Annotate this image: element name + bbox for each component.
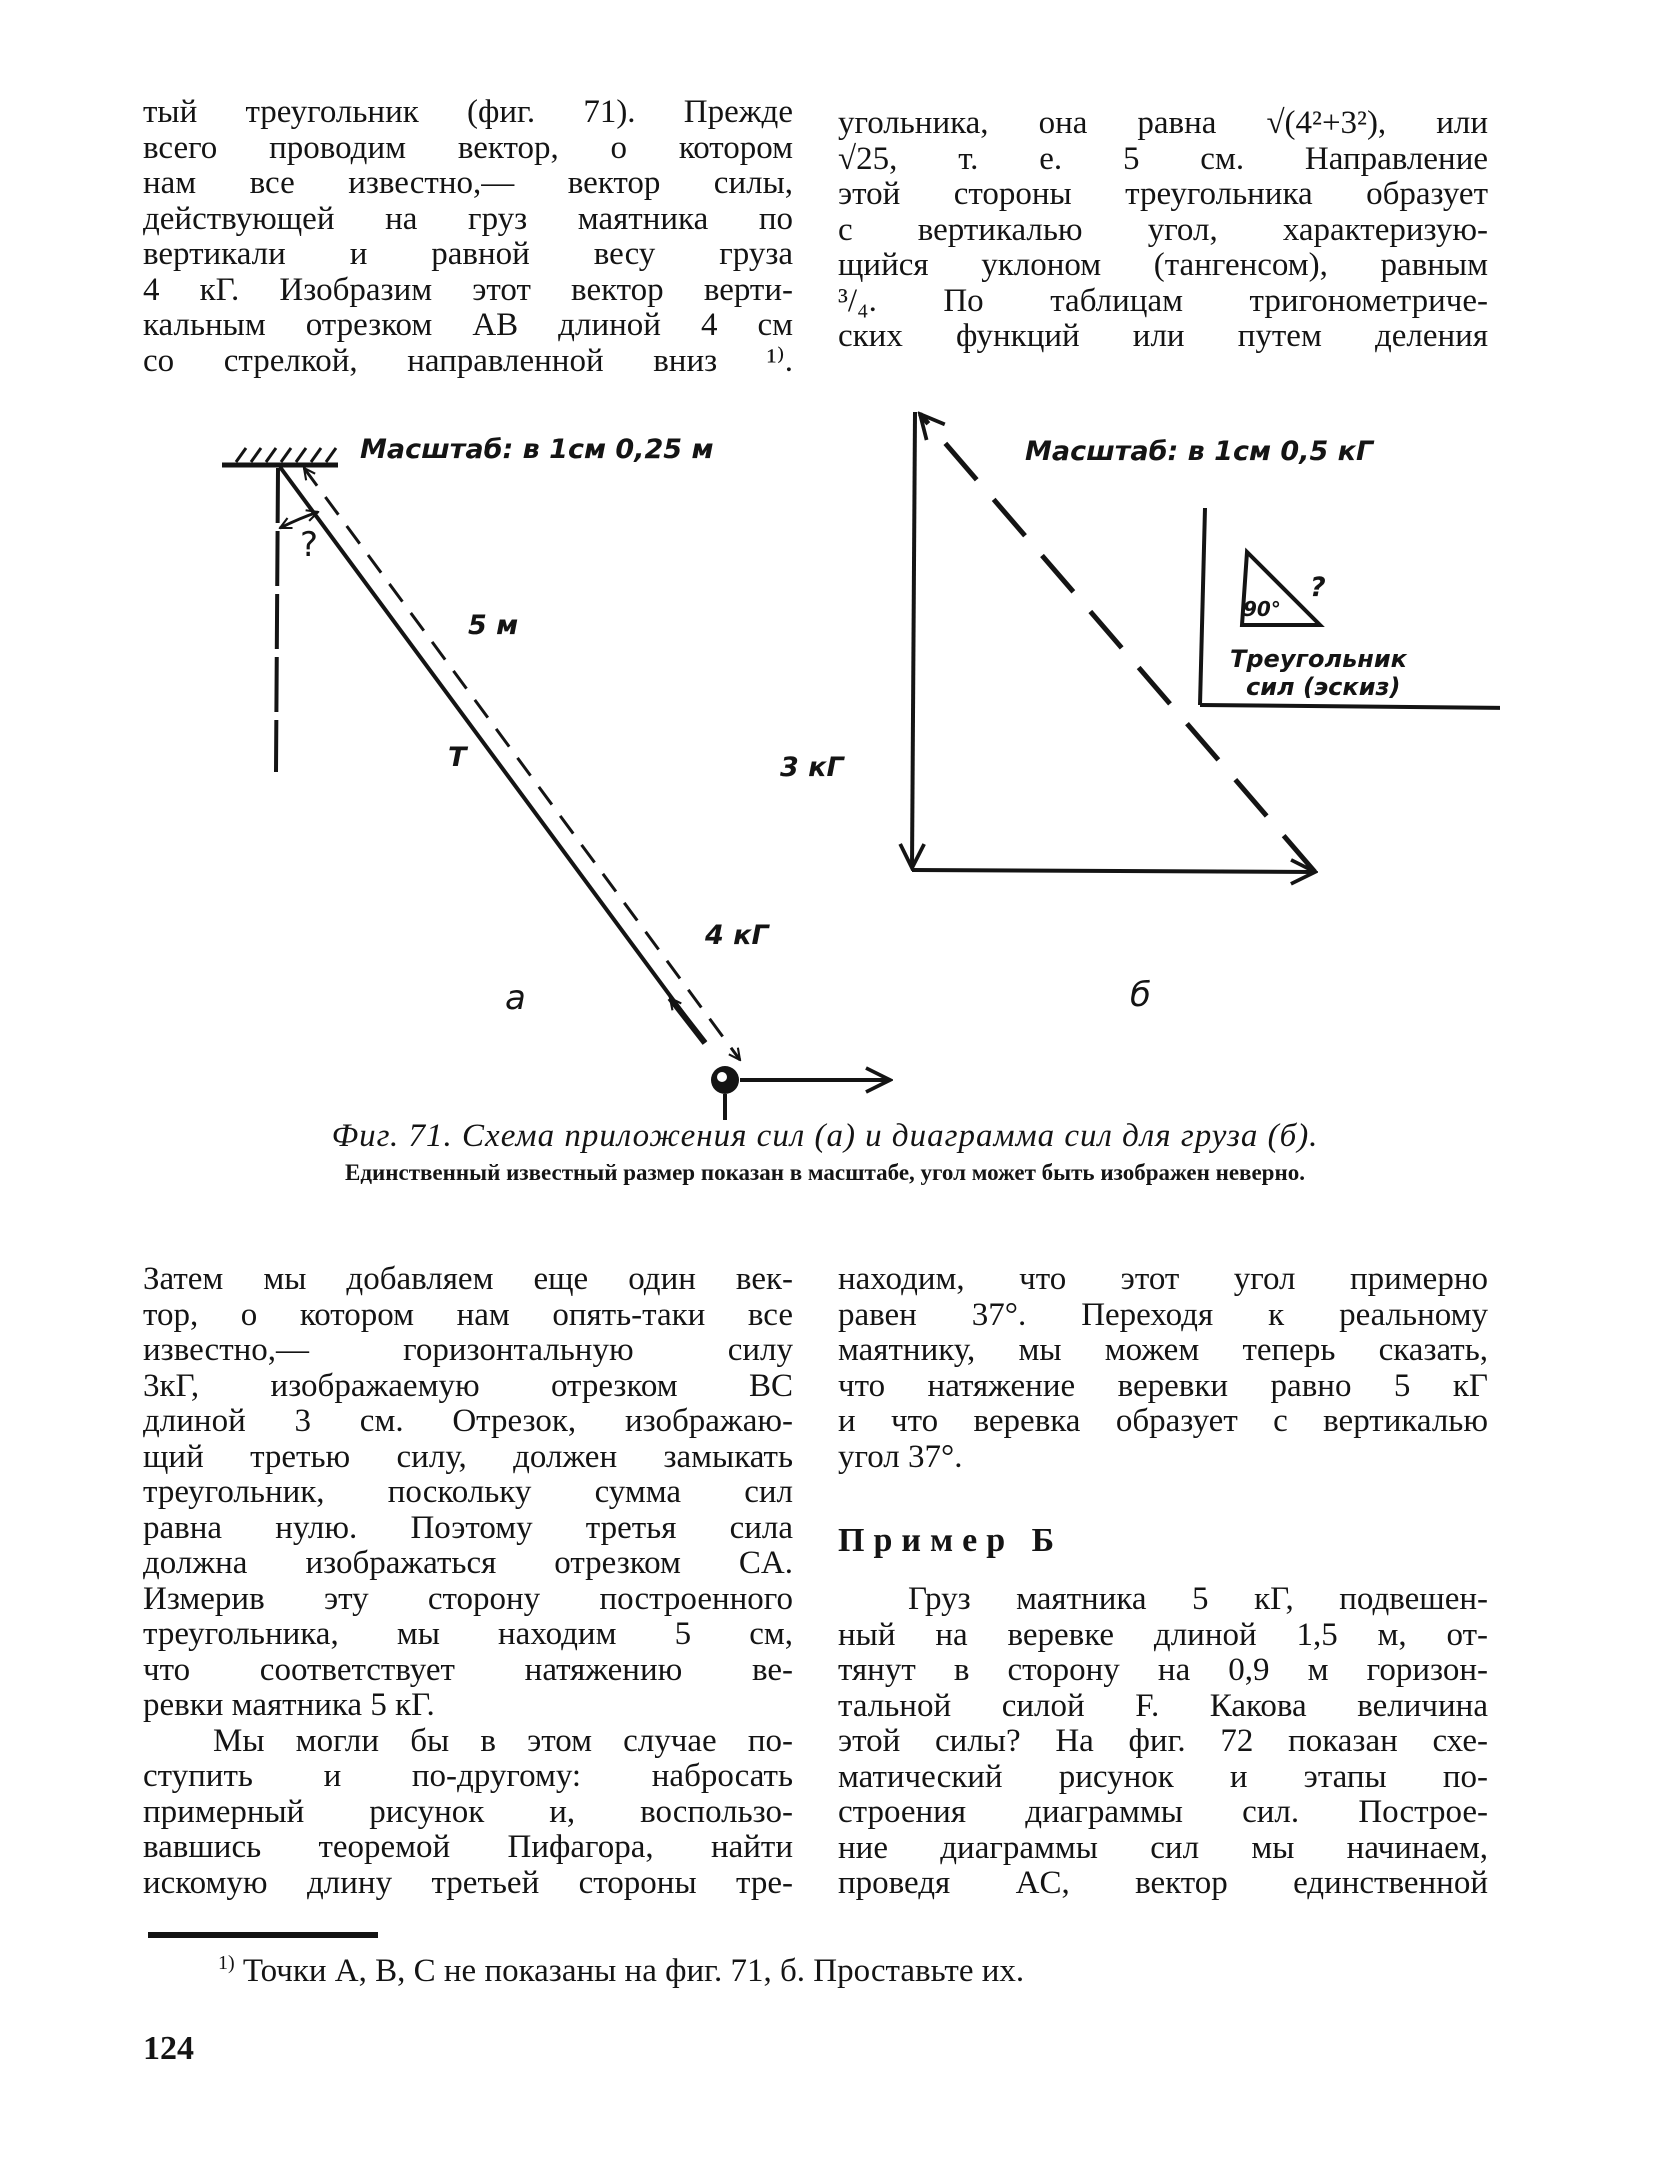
- scale-label-b: Масштаб: в 1см 0,5 кГ: [1025, 436, 1374, 467]
- text-line: ских функций или путем деления: [838, 318, 1488, 354]
- text-line: равна нулю. Поэтому третья сила: [143, 1509, 793, 1546]
- panel-letter-a: а: [505, 978, 526, 1018]
- footnote: [218, 1952, 1024, 1990]
- example-b-text: [838, 1582, 1488, 1902]
- text-line: щий третью силу, должен замыкать: [143, 1438, 793, 1475]
- text-line: примерный рисунок и, воспользо-: [143, 1793, 793, 1830]
- ceiling-hatch-icon: [222, 448, 338, 465]
- text-line: что натяжение веревки равно 5 кГ: [838, 1367, 1488, 1404]
- text-line: Затем мы добавляем еще один век-: [143, 1261, 793, 1297]
- text-column-bottom-left: [143, 1262, 793, 1901]
- text-line: строения диаграммы сил. Построе-: [838, 1794, 1488, 1830]
- text-line: с вертикалью угол, характеризую-: [838, 211, 1488, 248]
- tension-label: T: [448, 742, 467, 773]
- text-line: угольника, она равна √(4²+3²), или: [838, 105, 1488, 141]
- text-line: вертикали и равной весу груза: [143, 236, 793, 272]
- text-line: ние диаграммы сил мы начинаем,: [838, 1829, 1488, 1866]
- sketch-caption-line1: Треугольник: [1230, 645, 1407, 673]
- text-line: ный на веревке длиной 1,5 м, от-: [838, 1616, 1488, 1653]
- text-line: тальной силой F. Какова величина: [838, 1687, 1488, 1724]
- text-line: вавшись теоремой Пифагора, найти: [143, 1829, 793, 1865]
- text-line: ³/₄. По таблицам тригонометриче-: [838, 282, 1488, 319]
- text-line: 3кГ, изображаемую отрезком BC: [143, 1367, 793, 1404]
- text-line: Мы могли бы в этом случае по-: [213, 1722, 793, 1759]
- sketch-caption-line2: сил (эскиз): [1246, 673, 1401, 701]
- figure-71: [200, 400, 1500, 1120]
- text-line: со стрелкой, направленной вниз ¹⁾.: [143, 342, 793, 379]
- text-column-top-left: [143, 95, 793, 379]
- text-line: 4 кГ. Изобразим этот вектор верти-: [143, 271, 793, 308]
- text-line: длиной 3 см. Отрезок, изображаю-: [143, 1403, 793, 1439]
- text-line: всего проводим вектор, о котором: [143, 129, 793, 166]
- text-line: треугольник, поскольку сумма сил: [143, 1474, 793, 1510]
- text-line: Измерив эту сторону построенного: [143, 1580, 793, 1617]
- text-line: что соответствует натяжению ве-: [143, 1651, 793, 1688]
- sketch-angle-label: 90°: [1243, 597, 1281, 621]
- rope-length-label: 5 м: [468, 610, 519, 641]
- weight-force-label: 4 кГ: [705, 920, 769, 951]
- text-line: ступить и по-другому: набросать: [143, 1758, 793, 1794]
- footnote-marker: 1): [218, 1952, 235, 1974]
- footnote-divider: [148, 1932, 378, 1938]
- text-line: треугольника, мы находим 5 см,: [143, 1616, 793, 1652]
- text-line: тор, о котором нам опять-таки все: [143, 1296, 793, 1333]
- figure-caption-subtitle: Единственный известный размер показан в масштабе, угол может быть изображен неверно.: [345, 1160, 1305, 1185]
- text-line: кальным отрезком AB длиной 4 см: [143, 307, 793, 343]
- text-line: тянут в сторону на 0,9 м горизон-: [838, 1652, 1488, 1688]
- text-line: ревки маятника 5 кГ.: [143, 1687, 435, 1723]
- text-line: тый треугольник (фиг. 71). Прежде: [143, 94, 793, 130]
- page-number: 124: [143, 2030, 194, 2067]
- panel-letter-b: б: [1130, 975, 1151, 1015]
- text-line: известно,— горизонтальную силу: [143, 1332, 793, 1368]
- text-line: действующей на груз маятника по: [143, 200, 793, 237]
- text-line: угол 37°.: [838, 1438, 963, 1475]
- text-line: этой силы? На фиг. 72 показан схе-: [838, 1723, 1488, 1759]
- text-line: маятнику, мы можем теперь сказать,: [838, 1332, 1488, 1368]
- footnote-text: Точки A, B, C не показаны на фиг. 71, б. Проставьте их.: [242, 1953, 1025, 1989]
- text-line: искомую длину третьей стороны тре-: [143, 1864, 793, 1901]
- text-line: находим, что этот угол примерно: [838, 1261, 1488, 1297]
- horizontal-force-label: 3 кГ: [780, 752, 844, 783]
- text-line: щийся уклоном (тангенсом), равным: [838, 247, 1488, 283]
- text-line: должна изображаться отрезком CA.: [143, 1545, 793, 1581]
- text-line: Груз маятника 5 кГ, подвешен-: [908, 1581, 1488, 1617]
- text-line: и что веревка образует с вертикалью: [838, 1403, 1488, 1439]
- text-line: проведя AC, вектор единственной: [838, 1865, 1488, 1901]
- section-heading: Пример Б: [838, 1522, 1064, 1559]
- figure-caption-title: Фиг. 71. Схема приложения сил (а) и диаграмма сил для груза (б).: [331, 1118, 1319, 1154]
- text-column-top-right: [838, 106, 1488, 355]
- text-line: этой стороны треугольника образует: [838, 176, 1488, 212]
- text-line: √25, т. е. 5 см. Направление: [838, 140, 1488, 177]
- text-line: равен 37°. Переходя к реальному: [838, 1296, 1488, 1333]
- force-diagram-drawing: [200, 400, 1500, 1120]
- text-line: матический рисунок и этапы по-: [838, 1758, 1488, 1795]
- scale-label-a: Масштаб: в 1см 0,25 м: [360, 434, 714, 465]
- text-line: нам все известно,— вектор силы,: [143, 165, 793, 201]
- sketch-unknown-label: ?: [1310, 572, 1326, 603]
- angle-question-label: ?: [300, 525, 319, 565]
- text-column-bottom-right: [838, 1262, 1488, 1475]
